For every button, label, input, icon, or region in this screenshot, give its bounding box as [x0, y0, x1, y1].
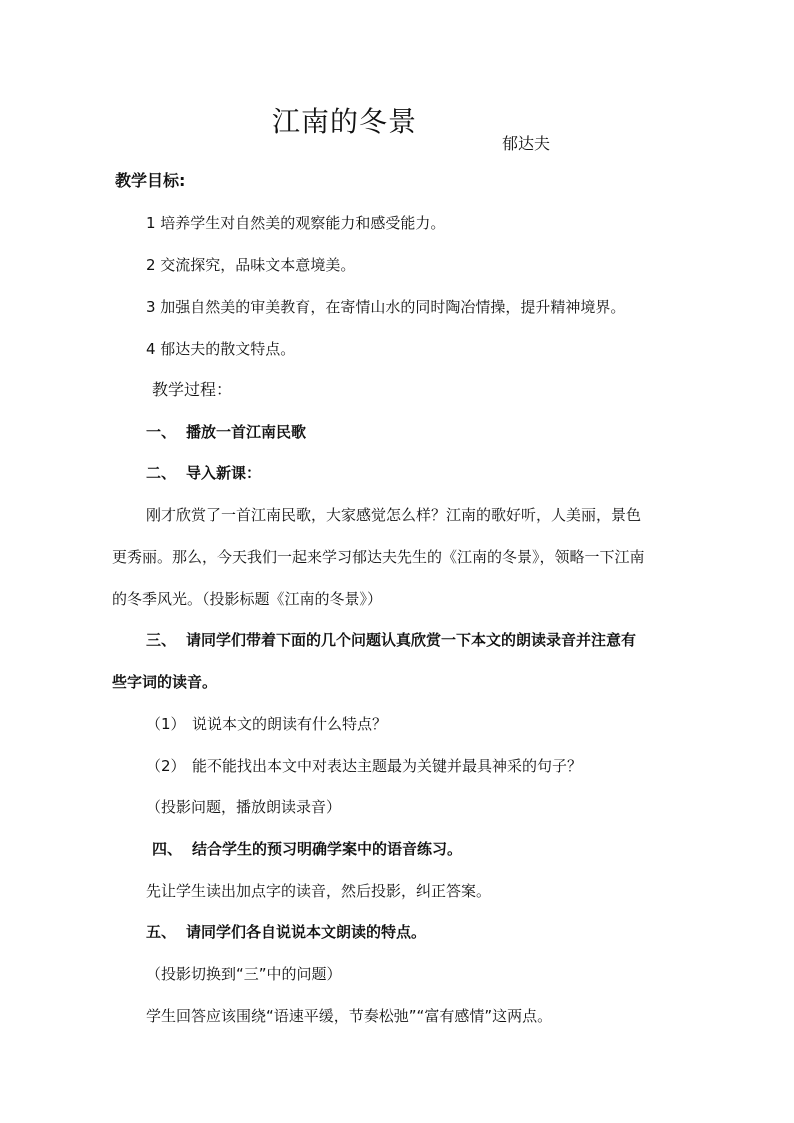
- question-2-text: 能不能找出本文中对表达主题最为关键并最具神采的句子？: [192, 757, 583, 775]
- step-4-number: 四、: [152, 840, 183, 858]
- process-heading: 教学过程：: [152, 380, 233, 399]
- step-3: [146, 630, 636, 650]
- step-4-para: 先让学生读出加点字的读音，然后投影，纠正答案。: [146, 882, 492, 900]
- step-4: [152, 839, 462, 859]
- step-2-para-line-2: 更秀丽。那么，今天我们一起来学习郁达夫先生的《江南的冬景》，领略一下江南: [112, 548, 645, 566]
- question-2: [146, 756, 582, 776]
- step-2-number: 二、: [146, 464, 177, 482]
- question-1-text: 说说本文的朗读有什么特点？: [192, 715, 388, 733]
- goal-item-1: 1 培养学生对自然美的观察能力和感受能力。: [146, 214, 446, 232]
- step-2-para-line-3: 的冬季风光。（投影标题《江南的冬景》）: [112, 590, 383, 608]
- goal-item-2: 2 交流探究，品味文本意境美。: [146, 256, 356, 274]
- step-2-para-line-1: 刚才欣赏了一首江南民歌，大家感觉怎么样？江南的歌好听，人美丽，景色: [146, 506, 642, 524]
- question-1-number: （1）: [146, 715, 186, 733]
- step-2-text: 导入新课：: [186, 464, 262, 482]
- author-name: 郁达夫: [502, 134, 551, 153]
- step-1-text: 播放一首江南民歌: [186, 423, 307, 441]
- document-title: 江南的冬景: [272, 105, 418, 138]
- goal-item-4: 4 郁达夫的散文特点。: [146, 340, 296, 358]
- step-5-number: 五、: [146, 923, 177, 941]
- step-4-text: 结合学生的预习明确学案中的语音练习。: [192, 840, 463, 858]
- step-1-number: 一、: [146, 423, 177, 441]
- step-2: [146, 463, 261, 483]
- step-5: [146, 922, 426, 942]
- step-5-para: 学生回答应该围绕“语速平缓，节奏松弛”“富有感情”这两点。: [146, 1007, 553, 1025]
- step-1: [146, 422, 306, 442]
- step-5-note: （投影切换到“三”中的问题）: [146, 965, 342, 983]
- goal-item-3: 3 加强自然美的审美教育，在寄情山水的同时陶冶情操，提升精神境界。: [146, 298, 626, 316]
- goals-heading: 教学目标:: [115, 171, 186, 190]
- step-3-text-line-2: 些字词的读音。: [112, 673, 218, 691]
- step-3-note: （投影问题，播放朗读录音）: [146, 798, 342, 816]
- question-2-number: （2）: [146, 757, 186, 775]
- step-3-number: 三、: [146, 631, 177, 649]
- step-5-text: 请同学们各自说说本文朗读的特点。: [186, 923, 427, 941]
- step-3-text-line-1: 请同学们带着下面的几个问题认真欣赏一下本文的朗读录音并注意有: [186, 631, 637, 649]
- question-1: [146, 714, 387, 734]
